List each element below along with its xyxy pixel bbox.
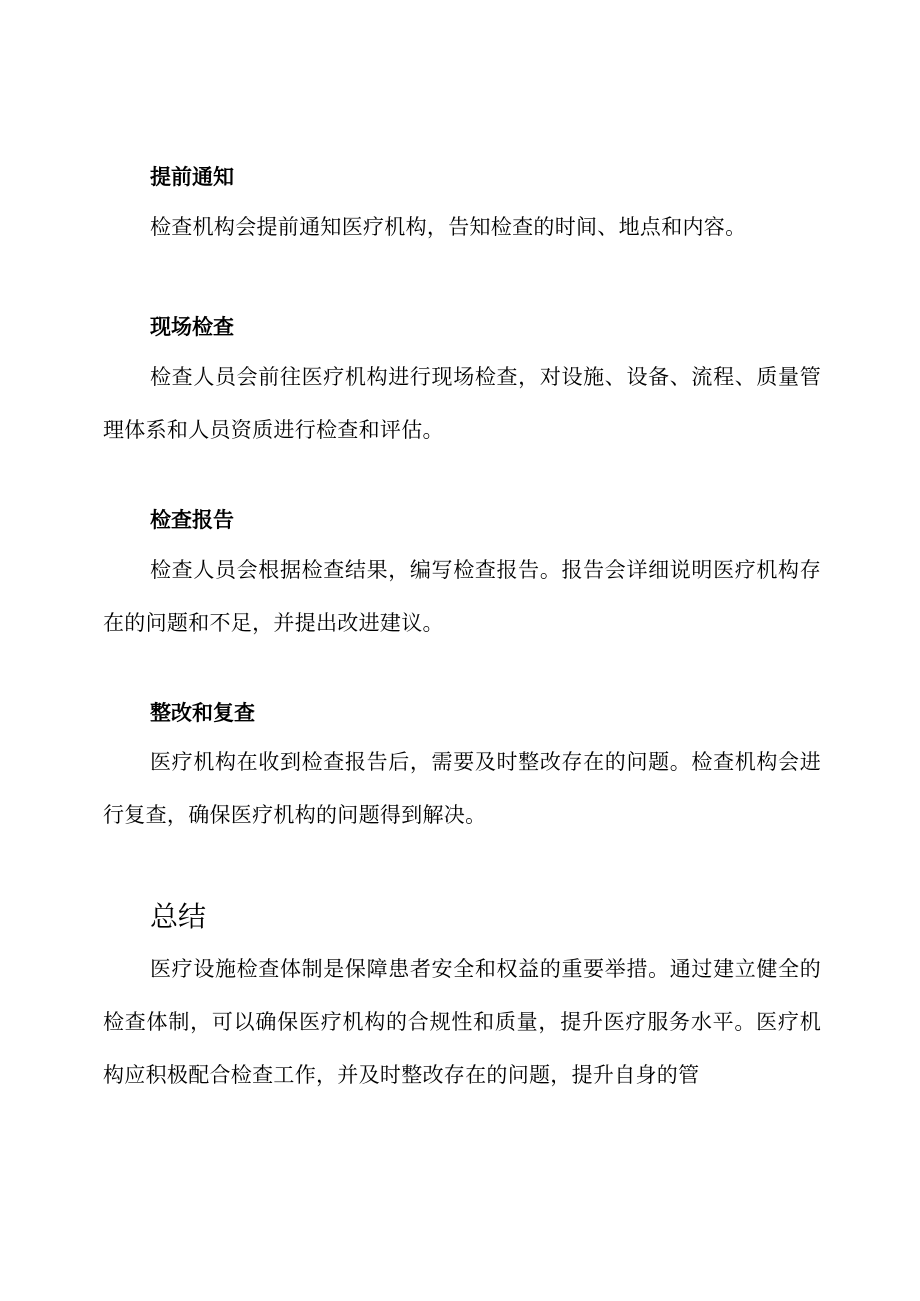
section-paragraph-onsite-inspection: 检查人员会前往医疗机构进行现场检查，对设施、设备、流程、质量管理体系和人员资质进行检查和评估。 (103, 365, 821, 442)
section-heading-advance-notice: 提前通知 (150, 165, 234, 189)
section-paragraph-rectification-review: 医疗机构在收到检查报告后，需要及时整改存在的问题。检查机构会进行复查，确保医疗机构的问题得到解决。 (103, 750, 821, 827)
section-paragraph-inspection-report: 检查人员会根据检查结果，编写检查报告。报告会详细说明医疗机构存在的问题和不足，并提出改进建议。 (103, 558, 821, 635)
section-heading-inspection-report: 检查报告 (150, 508, 234, 532)
summary-heading: 总结 (150, 900, 207, 933)
section-heading-onsite-inspection: 现场检查 (150, 315, 234, 339)
section-heading-rectification-review: 整改和复查 (150, 701, 255, 725)
section-paragraph-advance-notice: 检查机构会提前通知医疗机构，告知检查的时间、地点和内容。 (150, 215, 747, 239)
summary-paragraph: 医疗设施检查体制是保障患者安全和权益的重要举措。通过建立健全的检查体制，可以确保医疗机构的合规性和质量，提升医疗服务水平。医疗机构应积极配合检查工作，并及时整改存在的问题，提升自身的管 (103, 957, 821, 1087)
